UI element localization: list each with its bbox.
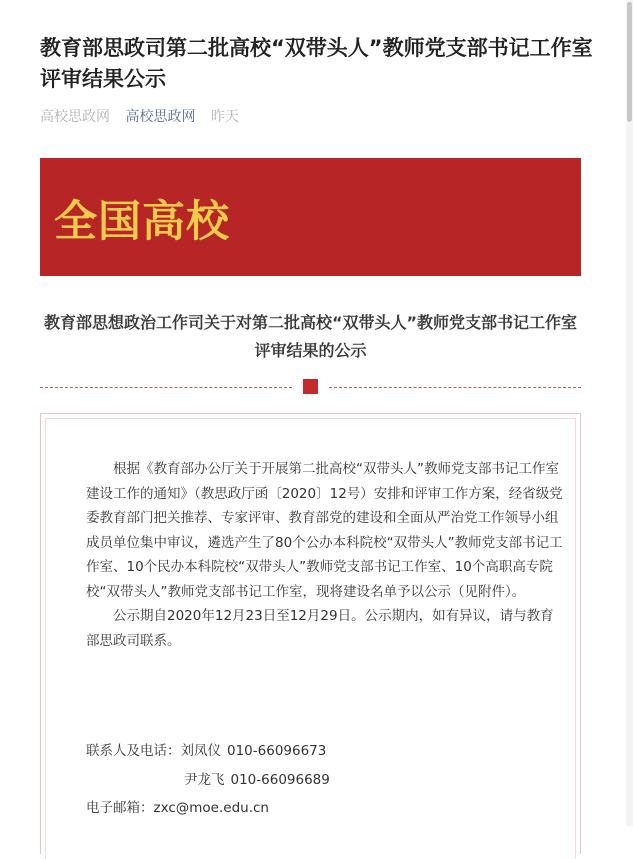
divider-left — [40, 387, 292, 388]
account-name-link[interactable]: 高校思政网 — [125, 109, 196, 125]
contact-phone-1: 010-66096673 — [227, 743, 327, 759]
contact-line-2 — [184, 770, 330, 790]
email-link[interactable]: zxc@moe.edu.cn — [153, 800, 269, 816]
banner-calligraphy-text: 全国高校 — [54, 197, 230, 247]
publish-time: 昨天 — [210, 109, 239, 125]
original-tag: 高校思政网 — [40, 109, 110, 125]
contact-email-line — [86, 798, 269, 818]
article-title: 教育部思政司第二批高校“双带头人”教师党支部书记工作室评审结果公示 — [40, 36, 593, 91]
contact-person-1: 刘凤仪 — [180, 743, 221, 759]
banner-image — [40, 158, 581, 276]
scrollbar-thumb[interactable] — [627, 2, 632, 122]
contact-line-1 — [86, 741, 326, 761]
notice-paragraph-2: 公示期自2020年12月23日至12月29日。公示期内，如有异议，请与教育部思政司联系。 — [86, 608, 554, 649]
contact-person-2: 尹龙飞 — [184, 772, 225, 788]
email-label: 电子邮箱： — [86, 800, 154, 816]
divider-right — [329, 387, 581, 388]
contact-phone-2: 010-66096689 — [230, 772, 330, 788]
contact-label: 联系人及电话： — [86, 743, 181, 759]
notice-subtitle: 教育部思想政治工作司关于对第二批高校“双带头人”教师党支部书记工作室评审结果的公示 — [43, 313, 578, 360]
scrollbar-track[interactable] — [626, 0, 633, 826]
article-meta — [40, 107, 250, 127]
notice-paragraph-1: 根据《教育部办公厅关于开展第二批高校“双带头人”教师党支部书记工作室建设工作的通知》（教思政厅函〔2020〕12号）安排和评审工作方案，经省级党委教育部门把关推荐、专家评审、教育部党的建设和全面从严治党工作领导小组成员单位集中审议，遴选产生了80个公办本科院校“双带头人”教师党支部书记工作室、10个民办本科院校“双带头人”教师党支部书记工作室、10个高职高专院校“双带头人”教师党支部书记工作室，现将建设名单予以公示（见附件）。 — [86, 461, 563, 600]
divider-square-icon — [303, 379, 318, 394]
notice-body — [86, 457, 566, 653]
